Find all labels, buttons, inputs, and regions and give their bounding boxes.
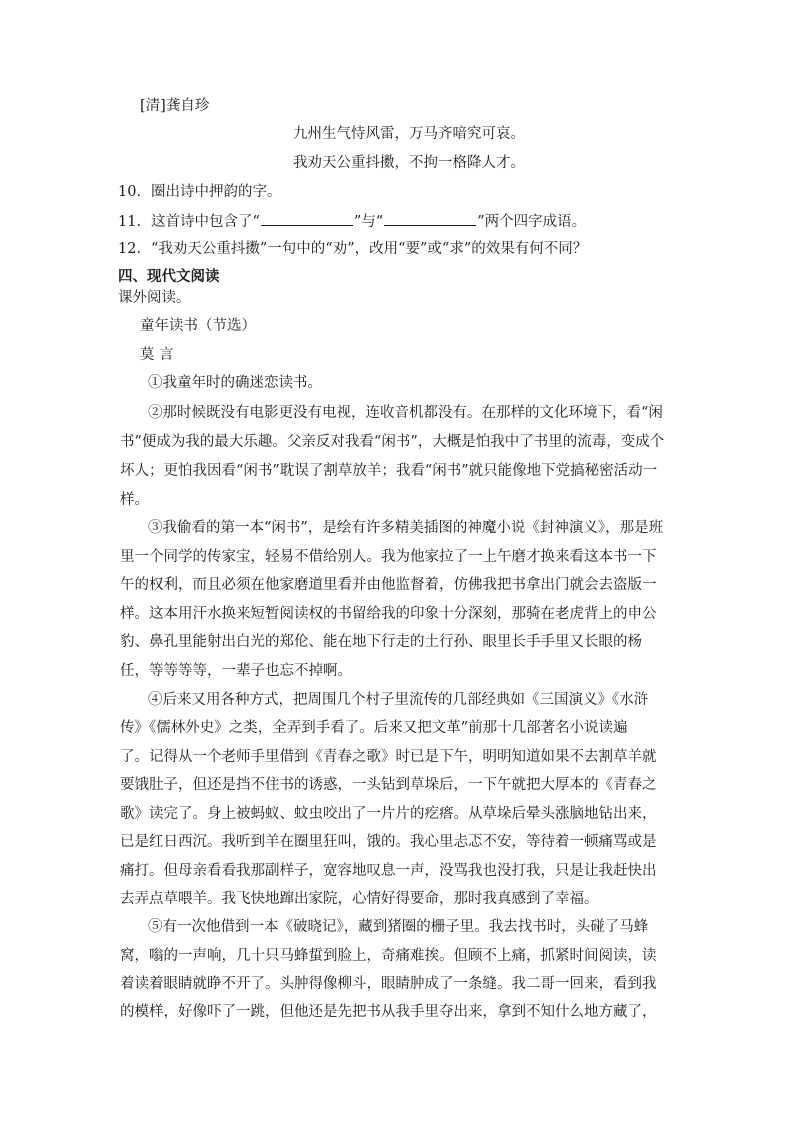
article-line: 要饿肚子，但还是挡不住书的诱惑，一头钻到草垛后，一下午就把大厚本的《青春之 [120, 777, 657, 793]
question-11-mid: ”与“ [353, 214, 384, 230]
article-line: 歌》读完了。身上被蚂蚁、蚊虫咬出了一片片的疙瘩。从草垛后晕头涨脑地钻出来， [120, 806, 657, 822]
article-line: 已是红日西沉。我听到羊在圈里狂叫，饿的。我心里忐忑不安，等待着一顿痛骂或是 [120, 834, 657, 850]
article-line: ①我童年时的确迷恋读书。 [148, 375, 322, 391]
article-line: 任，等等等等，一辈子也忘不掉啊。 [120, 663, 352, 679]
article-line: 里一个同学的传家宝，轻易不借给别人。我为他家拉了一上午磨才换来看这本书一下 [120, 549, 657, 565]
answer-blank-1[interactable] [261, 211, 353, 226]
article-line: 着读着眼睛就睁不开了。头肿得像柳斗，眼睛肿成了一条缝。我二哥一回来，看到我 [120, 976, 657, 992]
article-line: 了。记得从一个老师手里借到《青春之歌》时已是下午，明明知道如果不去割草羊就 [120, 749, 657, 765]
article-line: 午的权利，而且必须在他家磨道里看并由他监督着，仿佛我把书拿出门就会去盗版一 [120, 577, 657, 593]
article-line: 痛打。但母亲看看我那副样子，宽容地叹息一声，没骂我也没打我，只是让我赶快出 [120, 863, 657, 879]
article-author: 莫 言 [140, 347, 174, 363]
article-line: ⑤有一次他借到一本《破晓记》，藏到猪圈的栅子里。我去找书时，头碰了马蜂 [148, 919, 649, 935]
section-heading: 四、现代文阅读 [118, 269, 220, 285]
question-10: 10．圈出诗中押韵的字。 [118, 184, 282, 200]
article-line: 传》《儒林外史》之类，全弄到手看了。后来又把文革”前那十几部著名小说读遍 [120, 720, 628, 736]
article-line: ③我偷看的第一本“闲书”，是绘有许多精美插图的神魔小说《封神演义》，那是班 [148, 520, 664, 536]
article-line: 书”便成为我的最大乐趣。父亲反对我看“闲书”，大概是怕我中了书里的流毒，变成个 [120, 434, 665, 450]
article-line: 样。这本用汗水换来短暂阅读权的书留给我的印象十分深刻，那骑在老虎背上的申公 [120, 606, 657, 622]
poem-line-2: 我劝天公重抖擞，不拘一格降人才。 [293, 155, 525, 171]
question-11-suffix: ”两个四字成语。 [477, 214, 587, 230]
article-line: 的模样，好像吓了一跳，但他还是先把书从我手里夺出来，拿到不知什么地方藏了， [120, 1004, 657, 1020]
question-11 [118, 211, 586, 232]
article-line: 窝，嗡的一声响，几十只马蜂蜇到脸上，奇痛难挨。但顾不上痛，抓紧时间阅读，读 [120, 948, 657, 964]
article-title: 童年读书（节选） [140, 318, 256, 334]
article-line: ④后来又用各种方式，把周围几个村子里流传的几部经典如《三国演义》《水浒 [148, 692, 649, 708]
poem-author: [清]龚自珍 [140, 98, 210, 114]
article-line: 坏人；更怕我因看“闲书”耽误了割草放羊；我看“闲书”就只能像地下党搞秘密活动一 [120, 463, 658, 479]
poem-line-1: 九州生气恃风雷，万马齐喑究可哀。 [293, 126, 525, 142]
article-line: 豹、鼻孔里能射出白光的郑伦、能在地下行走的土行孙、眼里长手手里又长眼的杨 [120, 634, 642, 650]
article-line: ②那时候既没有电影更没有电视，连收音机都没有。在那样的文化环境下，看“闲 [148, 405, 663, 421]
article-line: 样。 [120, 492, 149, 508]
question-12: 12．“我劝天公重抖擞”一句中的“劝”，改用“要”或“求”的效果有何不同？ [118, 241, 588, 257]
question-11-prefix: 11．这首诗中包含了“ [118, 214, 260, 230]
section-instruction: 课外阅读。 [118, 290, 191, 306]
article-line: 去弄点草喂羊。我飞快地蹿出家院，心情好得要命，那时我真感到了幸福。 [120, 891, 599, 907]
answer-blank-2[interactable] [384, 211, 476, 226]
